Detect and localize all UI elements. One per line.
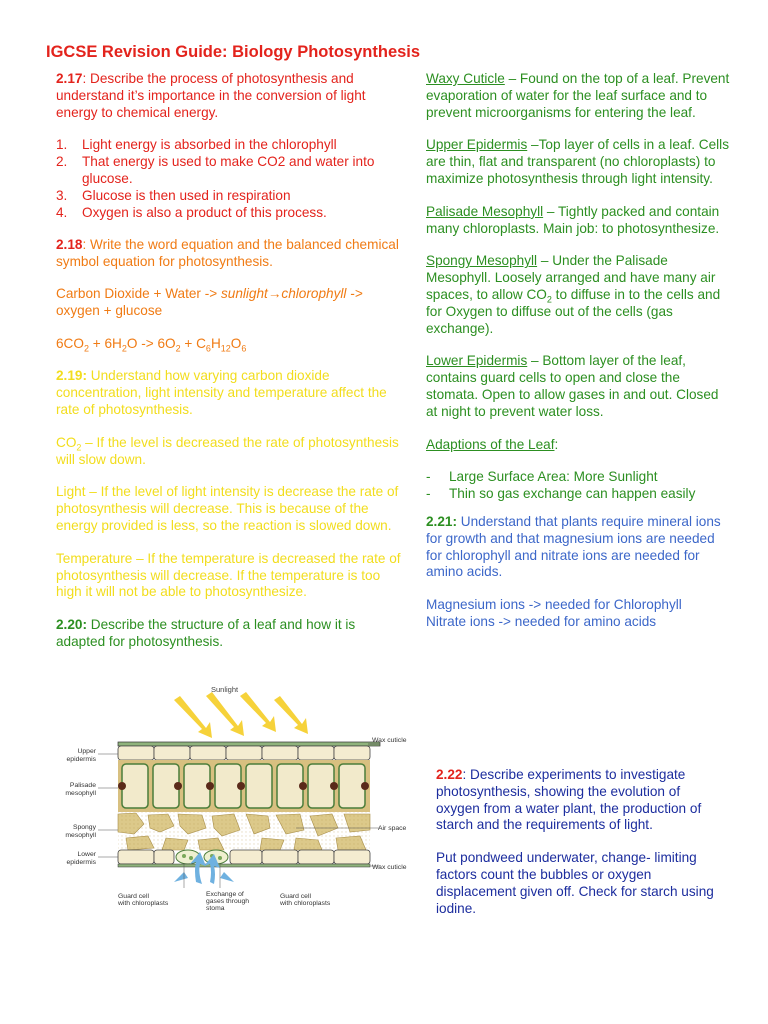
section-number: 2.18 — [56, 237, 83, 253]
process-list — [56, 137, 401, 221]
section-number: 2.17 — [56, 71, 83, 86]
term: Palisade Mesophyll — [426, 203, 544, 219]
air-space-label: Air space — [378, 825, 407, 832]
guard-cell-left-label: Guard cell with chloroplasts — [118, 893, 169, 907]
section-2-17 — [56, 71, 401, 121]
section-number: 2.20: — [56, 617, 87, 633]
adaptions-list — [426, 469, 731, 503]
adaptions-heading: Adaptions of the Leaf: — [426, 436, 559, 452]
lower-epidermis-cells — [118, 850, 370, 864]
chemical-equation: $6CO_2 + 6H_2O -> 6O_2 + C_6H_{12}O_6$ — [56, 335, 247, 354]
nitrate-note: Nitrate ions -> needed for amino acids — [426, 613, 657, 629]
section-2-22-block — [436, 767, 721, 917]
section-2-20 — [56, 617, 401, 651]
upper-epidermis-cells — [118, 746, 370, 760]
spongy-entry: Spongy Mesophyll – Under the Palisade Mesophyll. Loosely arranged and have many air spaces, to allow $CO_2$ to diffuse in to the cells and for Oxygen to diffuse out of the cells (gas exchange). — [426, 253, 721, 336]
section-text: Understand that plants require mineral ions for growth and that magnesium ions are needed for chlorophyll and nitrate ions are needed for amino acids. — [426, 513, 721, 580]
lower-epidermis-entry: Lower Epidermis – Bottom layer of the leaf, contains guard cells to open and close the stomata. Open to allow gases in and out. Closed at night to prevent water loss. — [426, 353, 719, 419]
term: Waxy Cuticle — [426, 71, 505, 86]
palisade-label: Palisade mesophyll — [65, 782, 96, 797]
section-number: 2.22 — [436, 767, 463, 782]
list-item: 2. That energy is used to make CO2 and water into glucose. — [56, 154, 375, 186]
section-text: Describe the structure of a leaf and how it is adapted for photosynthesis. — [56, 617, 356, 649]
section-number: 2.21: — [426, 513, 457, 529]
term: Upper Epidermis — [426, 137, 528, 153]
section-text: Understand how varying carbon dioxide concentration, light intensity and temperature affect the rate of photosynthesis. — [56, 368, 387, 417]
magnesium-note: Magnesium ions -> needed for Chlorophyll — [426, 597, 682, 613]
term: Spongy Mesophyll — [426, 253, 538, 269]
guard-cell-right-label: Guard cell with chloroplasts — [280, 893, 331, 907]
sunlight-arrows — [174, 692, 308, 738]
section-2-19 — [56, 368, 401, 418]
left-column — [56, 71, 401, 651]
upper-epidermis-label: Upper epidermis — [66, 748, 96, 763]
word-equation: Carbon Dioxide + Water -> sunlight→chlorophyll -> oxygen + glucose — [56, 285, 363, 318]
right-column — [426, 71, 731, 631]
gas-exchange-label: Exchange of gases through stoma — [206, 891, 250, 912]
section-2-22 — [436, 767, 721, 834]
temperature-effect: Temperature – If the temperature is decreased the rate of photosynthesis will decrease. If the temperature is too high it will not be able to photosynthesize. — [56, 550, 401, 600]
section-2-18 — [56, 237, 401, 271]
list-item: - Thin so gas exchange can happen easily — [426, 486, 731, 503]
waxy-cuticle-entry: Waxy Cuticle – Found on the top of a leaf. Prevent evaporation of water for the leaf surface and to prevent microorganisms for entering the leaf. — [426, 71, 730, 120]
palisade-entry: Palisade Mesophyll – Tightly packed and contain many chloroplasts. Main job: to photosynthesize. — [426, 203, 720, 236]
spongy-label: Spongy mesophyll — [65, 824, 96, 839]
page-title: IGCSE Revision Guide: Biology Photosynthesis — [46, 43, 421, 61]
light-effect: Light – If the level of light intensity is decrease the rate of photosynthesis will decrease. This is because of the energy provided is less, so the reaction is slowed down. — [56, 484, 399, 533]
list-item: 4. Oxygen is also a product of this process. — [56, 204, 327, 220]
list-item: - Large Surface Area: More Sunlight — [426, 469, 731, 486]
section-2-21 — [426, 514, 731, 581]
term: Lower Epidermis — [426, 353, 528, 369]
sunlight-label: Sunlight — [211, 685, 239, 694]
lower-epidermis-label: Lower epidermis — [66, 851, 96, 866]
upper-epidermis-entry: Upper Epidermis –Top layer of cells in a leaf. Cells are thin, flat and transparent (no chloroplasts) to maximize photosynthesis through light intensity. — [426, 137, 729, 186]
section-text: : Write the word equation and the balanced chemical symbol equation for photosynthesis. — [56, 237, 399, 270]
list-item: 3. Glucose is then used in respiration — [56, 187, 291, 203]
co2-effect: $CO_2$ – If the level is decreased the rate of photosynthesis will slow down. — [56, 434, 399, 467]
wax-cuticle-top-label: Wax cuticle — [372, 737, 407, 744]
section-text: : Describe experiments to investigate photosynthesis, showing the evolution of oxygen from a water plant, the production of starch and the requirements of light. — [436, 767, 702, 833]
list-item: 1. Light energy is absorbed in the chlorophyll — [56, 137, 337, 153]
section-text: : Describe the process of photosynthesis and understand it’s importance in the conversion of light energy to chemical energy. — [56, 71, 366, 120]
section-number: 2.19: — [56, 368, 87, 384]
experiment-answer: Put pondweed underwater, change- limiting factors count the bubbles or oxygen displacement given off. Check for starch using iodine. — [436, 850, 714, 916]
leaf-cross-section-diagram — [56, 682, 407, 918]
wax-cuticle-bottom-label: Wax cuticle — [372, 864, 407, 871]
